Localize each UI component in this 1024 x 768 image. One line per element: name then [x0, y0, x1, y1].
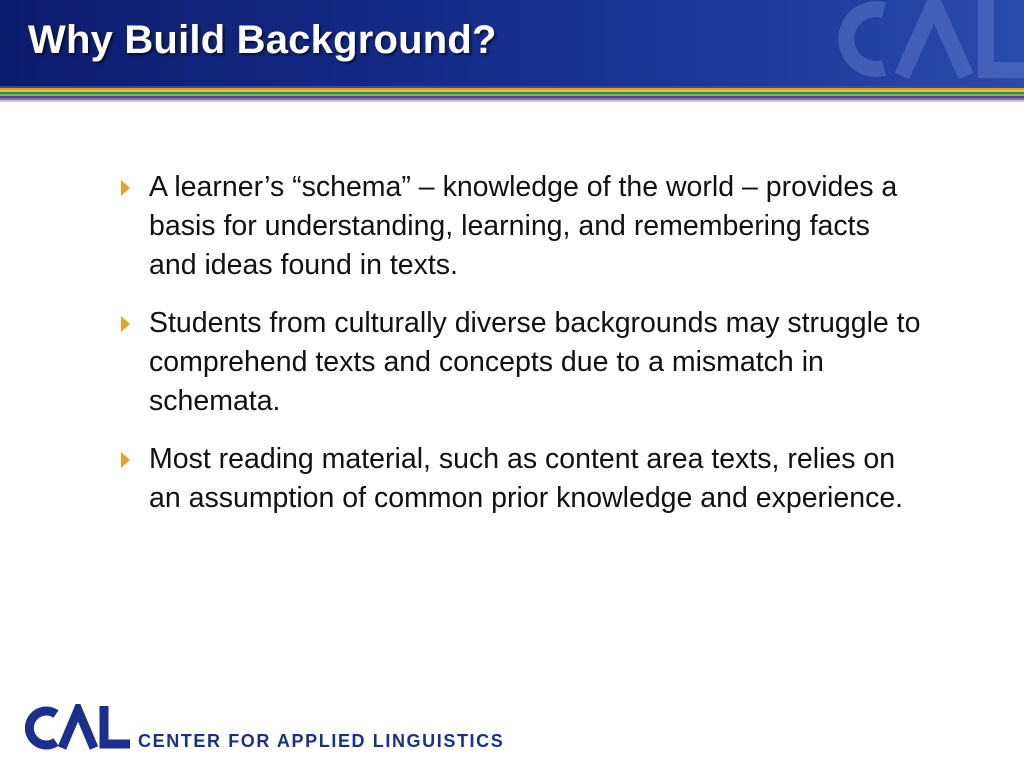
cal-watermark-logo	[806, 0, 1024, 84]
list-item	[121, 168, 921, 285]
list-item	[121, 304, 921, 421]
title-bar	[0, 0, 1024, 86]
bullet-text: Students from culturally diverse backgrounds may struggle to comprehend texts and concepts due to a mismatch in schemata.	[149, 307, 921, 417]
header-divider-stripes	[0, 86, 1024, 102]
bullet-text: A learner’s “schema” – knowledge of the world – provides a basis for understanding, learning, and remembering facts and ideas found in texts.	[149, 171, 898, 281]
cal-footer-logo	[18, 704, 578, 752]
triangle-right-icon	[121, 180, 130, 196]
triangle-right-icon	[121, 316, 130, 332]
list-item	[121, 440, 921, 518]
triangle-right-icon	[121, 452, 130, 468]
bullet-list	[121, 168, 921, 537]
bullet-text: Most reading material, such as content area texts, relies on an assumption of common prior knowledge and experience.	[149, 443, 904, 514]
org-name: CENTER FOR APPLIED LINGUISTICS	[138, 731, 505, 751]
page-title: Why Build Background?	[28, 18, 497, 62]
